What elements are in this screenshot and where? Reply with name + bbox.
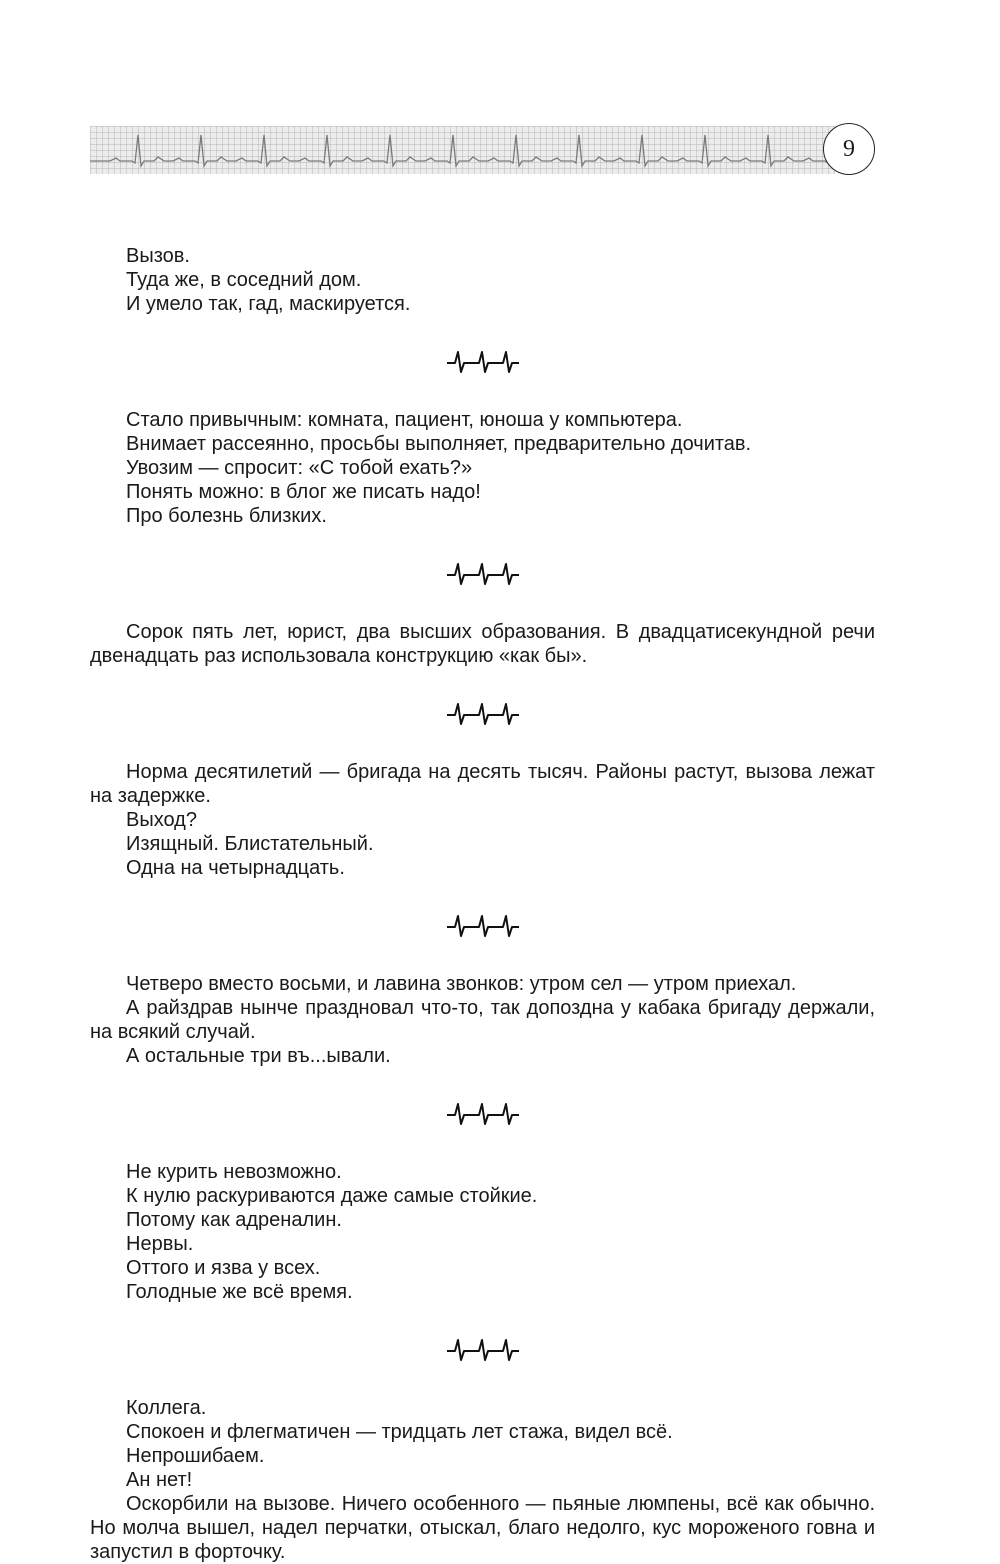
paragraph: Стало привычным: комната, пациент, юноша у компьютера. <box>126 409 683 431</box>
section-divider <box>90 880 875 972</box>
text-section <box>90 1396 875 1564</box>
section-divider <box>90 528 875 620</box>
heartbeat-icon <box>445 913 521 939</box>
paragraph: Спокоен и флегматичен — тридцать лет стажа, видел всё. <box>126 1421 673 1443</box>
text-section <box>90 620 875 668</box>
paragraph: Внимает рассеянно, просьбы выполняет, предварительно дочитав. <box>126 433 752 455</box>
paragraph: Изящный. Блистательный. <box>126 833 374 855</box>
heartbeat-icon <box>445 561 521 587</box>
ecg-strip-icon <box>90 126 835 174</box>
paragraph: Голодные же всё время. <box>126 1281 353 1303</box>
paragraph: Выход? <box>126 809 197 831</box>
paragraph: Норма десятилетий — бригада на десять тысяч. Районы растут, вызова лежат на задержке. <box>90 761 875 807</box>
paragraph: Сорок пять лет, юрист, два высших образования. В двадцатисекундной речи двенадцать раз использовала конструкцию «как бы». <box>90 621 875 667</box>
ecg-trace <box>90 126 835 174</box>
paragraph: К нулю раскуриваются даже самые стойкие. <box>126 1185 538 1207</box>
paragraph: Вызов. <box>126 245 190 267</box>
paragraph: Увозим — спросит: «С тобой ехать?» <box>126 457 473 479</box>
paragraph: Потому как адреналин. <box>126 1209 342 1231</box>
heartbeat-icon <box>445 1101 521 1127</box>
paragraph: Туда же, в соседний дом. <box>126 269 362 291</box>
section-divider <box>90 1068 875 1160</box>
paragraph: Понять можно: в блог же писать надо! <box>126 481 481 503</box>
paragraph: Не курить невозможно. <box>126 1161 342 1183</box>
paragraph: А райздрав нынче праздновал что-то, так допоздна у кабака бригаду держали, на всякий случай. <box>90 997 875 1043</box>
paragraph: А остальные три въ...ывали. <box>126 1045 391 1067</box>
section-divider <box>90 668 875 760</box>
heartbeat-icon <box>445 1337 521 1363</box>
paragraph: Про болезнь близких. <box>126 505 327 527</box>
page-body <box>90 244 875 1564</box>
heartbeat-icon <box>445 701 521 727</box>
paragraph: Ан нет! <box>126 1469 193 1491</box>
paragraph: Нервы. <box>126 1233 194 1255</box>
paragraph: Непрошибаем. <box>126 1445 265 1467</box>
text-section <box>90 408 875 528</box>
section-divider <box>90 1304 875 1396</box>
page-header <box>90 126 878 174</box>
text-section <box>90 1160 875 1304</box>
paragraph: И умело так, гад, маскируется. <box>126 293 411 315</box>
paragraph: Оскорбили на вызове. Ничего особенного — пьяные люмпены, всё как обычно. Но молча вышел, надел перчатки, отыскал, благо недолго, кус мороженого говна и запустил в форточку. <box>90 1493 875 1563</box>
paragraph: Оттого и язва у всех. <box>126 1257 321 1279</box>
text-section <box>90 760 875 880</box>
paragraph: Одна на четырнадцать. <box>126 857 345 879</box>
paragraph: Четверо вместо восьми, и лавина звонков: утром сел — утром приехал. <box>126 973 797 995</box>
heartbeat-icon <box>445 349 521 375</box>
text-section <box>90 244 875 316</box>
paragraph: Коллега. <box>126 1397 207 1419</box>
section-divider <box>90 316 875 408</box>
page-number: 9 <box>823 123 875 175</box>
text-section <box>90 972 875 1068</box>
